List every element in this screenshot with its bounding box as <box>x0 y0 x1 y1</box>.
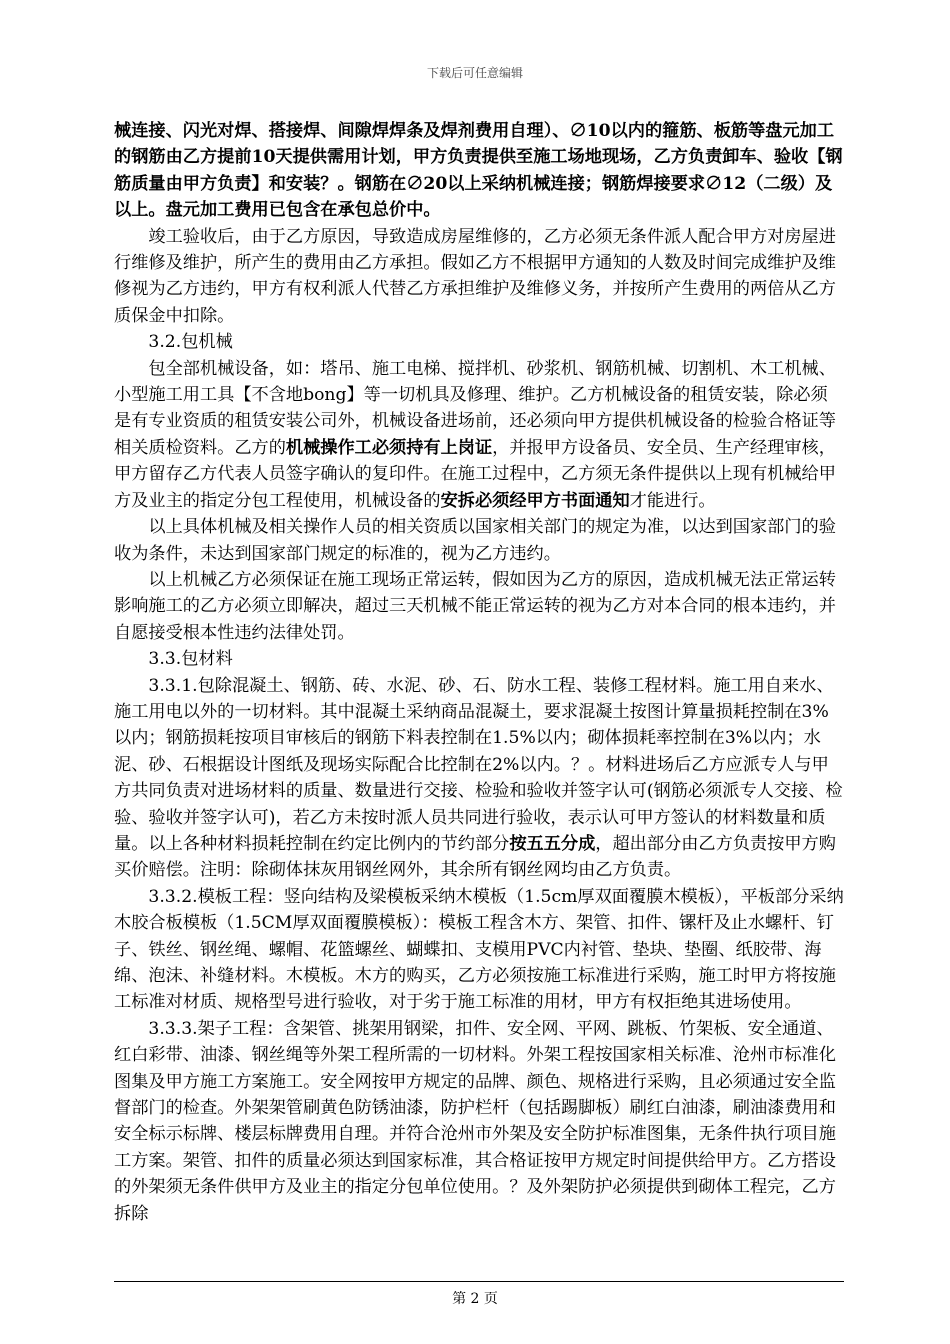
text-segment: ，并报甲方设备员、安全员、生产经理审核，甲方留存乙方代表人员签字确认的复印件。在施工过程中，乙方须无条件提供以上现有机械给甲方及业主的指定分包工程使用，机械设备的 <box>114 437 836 511</box>
section-heading-materials: 3.3.包材料 <box>148 649 233 670</box>
document-body <box>114 118 844 1227</box>
paragraph-formwork: 3.3.2.模板工程：竖向结构及梁模板采纳木模板（1.5cm厚双面覆膜木模板），平板部分采纳木胶合板模板（1.5CM厚双面覆膜模板）：模板工程含木方、架管、扣件、镙杆及止水螺杆、钉子、铁丝、钢丝绳、螺帽、花篮螺丝、蝴蝶扣、支模用PVC内衬管、垫块、垫圈、纸胶带、海绵、泡沫、补缝材料。木模板。木方的购买，乙方必须按施工标准进行采购，施工时甲方将按施工标准对材质、规格型号进行验收，对于劣于施工标准的用材，甲方有权拒绝其进场使用。 <box>114 886 844 1013</box>
page-header: 下载后可任意编辑 <box>426 66 523 80</box>
emphasis-operator-cert: 机械操作工必须持有上岗证 <box>285 437 493 458</box>
paragraph-qualification: 以上具体机械及相关操作人员的相关资质以国家相关部门的规定为准，以达到国家部门的验收为条件，未达到国家部门规定的标准的，视为乙方违约。 <box>114 517 836 564</box>
section-heading-machinery: 3.2.包机械 <box>148 332 233 353</box>
paragraph-scaffolding: 3.3.3.架子工程：含架管、挑架用钢梁，扣件、安全网、平网、跳板、竹架板、安全通道、红白彩带、油漆、钢丝绳等外架工程所需的一切材料。外架工程按国家相关标准、沧州市标准化图集及甲方施工方案施工。安全网按甲方规定的品牌、颜色、规格进行采购，且必须通过安全监督部门的检查。外架架管刷黄色防锈油漆，防护栏杆（包括踢脚板）刷红白油漆，刷油漆费用和安全标示标牌、楼层标牌费用自理。并符合沧州市外架及安全防护标准图集，无条件执行项目施工方案。架管、扣件的质量必须达到国家标准，其合格证按甲方规定时间提供给甲方。乙方搭设的外架须无条件供甲方及业主的指定分包单位使用。？及外架防护必须提供到砌体工程完，乙方拆除 <box>114 1018 836 1224</box>
text-segment: ，超出部分由乙方负责按甲方购买价赔偿。注明：除砌体抹灰用钢丝网外，其余所有钢丝网均由乙方负责。 <box>114 833 836 881</box>
paragraph-materials <box>114 673 844 884</box>
paragraph-maintenance: 竣工验收后，由于乙方原因，导致造成房屋维修的，乙方必须无条件派人配合甲方对房屋进行维修及维护，所产生的费用由乙方承担。假如乙方不根据甲方通知的人数及时间完成维护及维修视为乙方违约，甲方有权利派人代替乙方承担维护及维修义务，并按所产生费用的两倍从乙方质保金中扣除。 <box>114 226 836 326</box>
paragraph-machinery <box>114 356 844 514</box>
paragraph-rebar-continued: 械连接、闪光对焊、搭接焊、间隙焊焊条及焊剂费用自理）、∅10以内的箍筋、板筋等盘元加工的钢筋由乙方提前10天提供需用计划，甲方负责提供至施工场地现场，乙方负责卸车、验收【钢筋质量由甲方负责】和安装？。钢筋在∅20以上采纳机械连接；钢筋焊接要求∅12（二级）及以上。盘元加工费用已包含在承包总价中。 <box>114 121 843 221</box>
text-segment: 3.3.1.包除混凝土、钢筋、砖、水泥、砂、石、防水工程、装修工程材料。施工用自来水、施工用电以外的一切材料。其中混凝土采纳商品混凝土，要求混凝土按图计算量损耗控制在3%以内；钢筋损耗按项目审核后的钢筋下料表控制在1.5%以内；砌体损耗率控制在3%以内；水泥、砂、石根据设计图纸及现场实际配合比控制在2%以内。？。材料进场后乙方应派专人与甲方共同负责对进场材料的质量、数量进行交接、检验和验收并签字认可(钢筋必须派专人交接、检验、验收并签字认可)，若乙方未按时派人员共同进行验收，表示认可甲方签认的材料数量和质量。以上各种材料损耗控制在约定比例内的节约部分 <box>114 675 843 854</box>
emphasis-dismantle-notice: 安拆必须经甲方书面通知 <box>440 490 630 511</box>
text-segment: 包全部机械设备，如：塔吊、施工电梯、搅拌机、砂浆机、钢筋机械、切割机、木工机械、小型施工用工具【不含地bong】等一切机具及修理、维护。乙方机械设备的租赁安装，除必须是有专业资质的租赁安装公司外，机械设备进场前，还必须向甲方提供机械设备的检验合格证等相关质检资料。乙方的 <box>114 358 836 458</box>
footer-divider <box>114 1281 844 1282</box>
paragraph-operation: 以上机械乙方必须保证在施工现场正常运转，假如因为乙方的原因，造成机械无法正常运转影响施工的乙方必须立即解决，超过三天机械不能正常运转的视为乙方对本合同的根本违约，并自愿接受根本性违约法律处罚。 <box>114 569 836 643</box>
text-segment: 才能进行。 <box>629 490 716 511</box>
emphasis-split: 按五五分成 <box>509 833 596 854</box>
page-number: 第 2 页 <box>452 1291 498 1307</box>
